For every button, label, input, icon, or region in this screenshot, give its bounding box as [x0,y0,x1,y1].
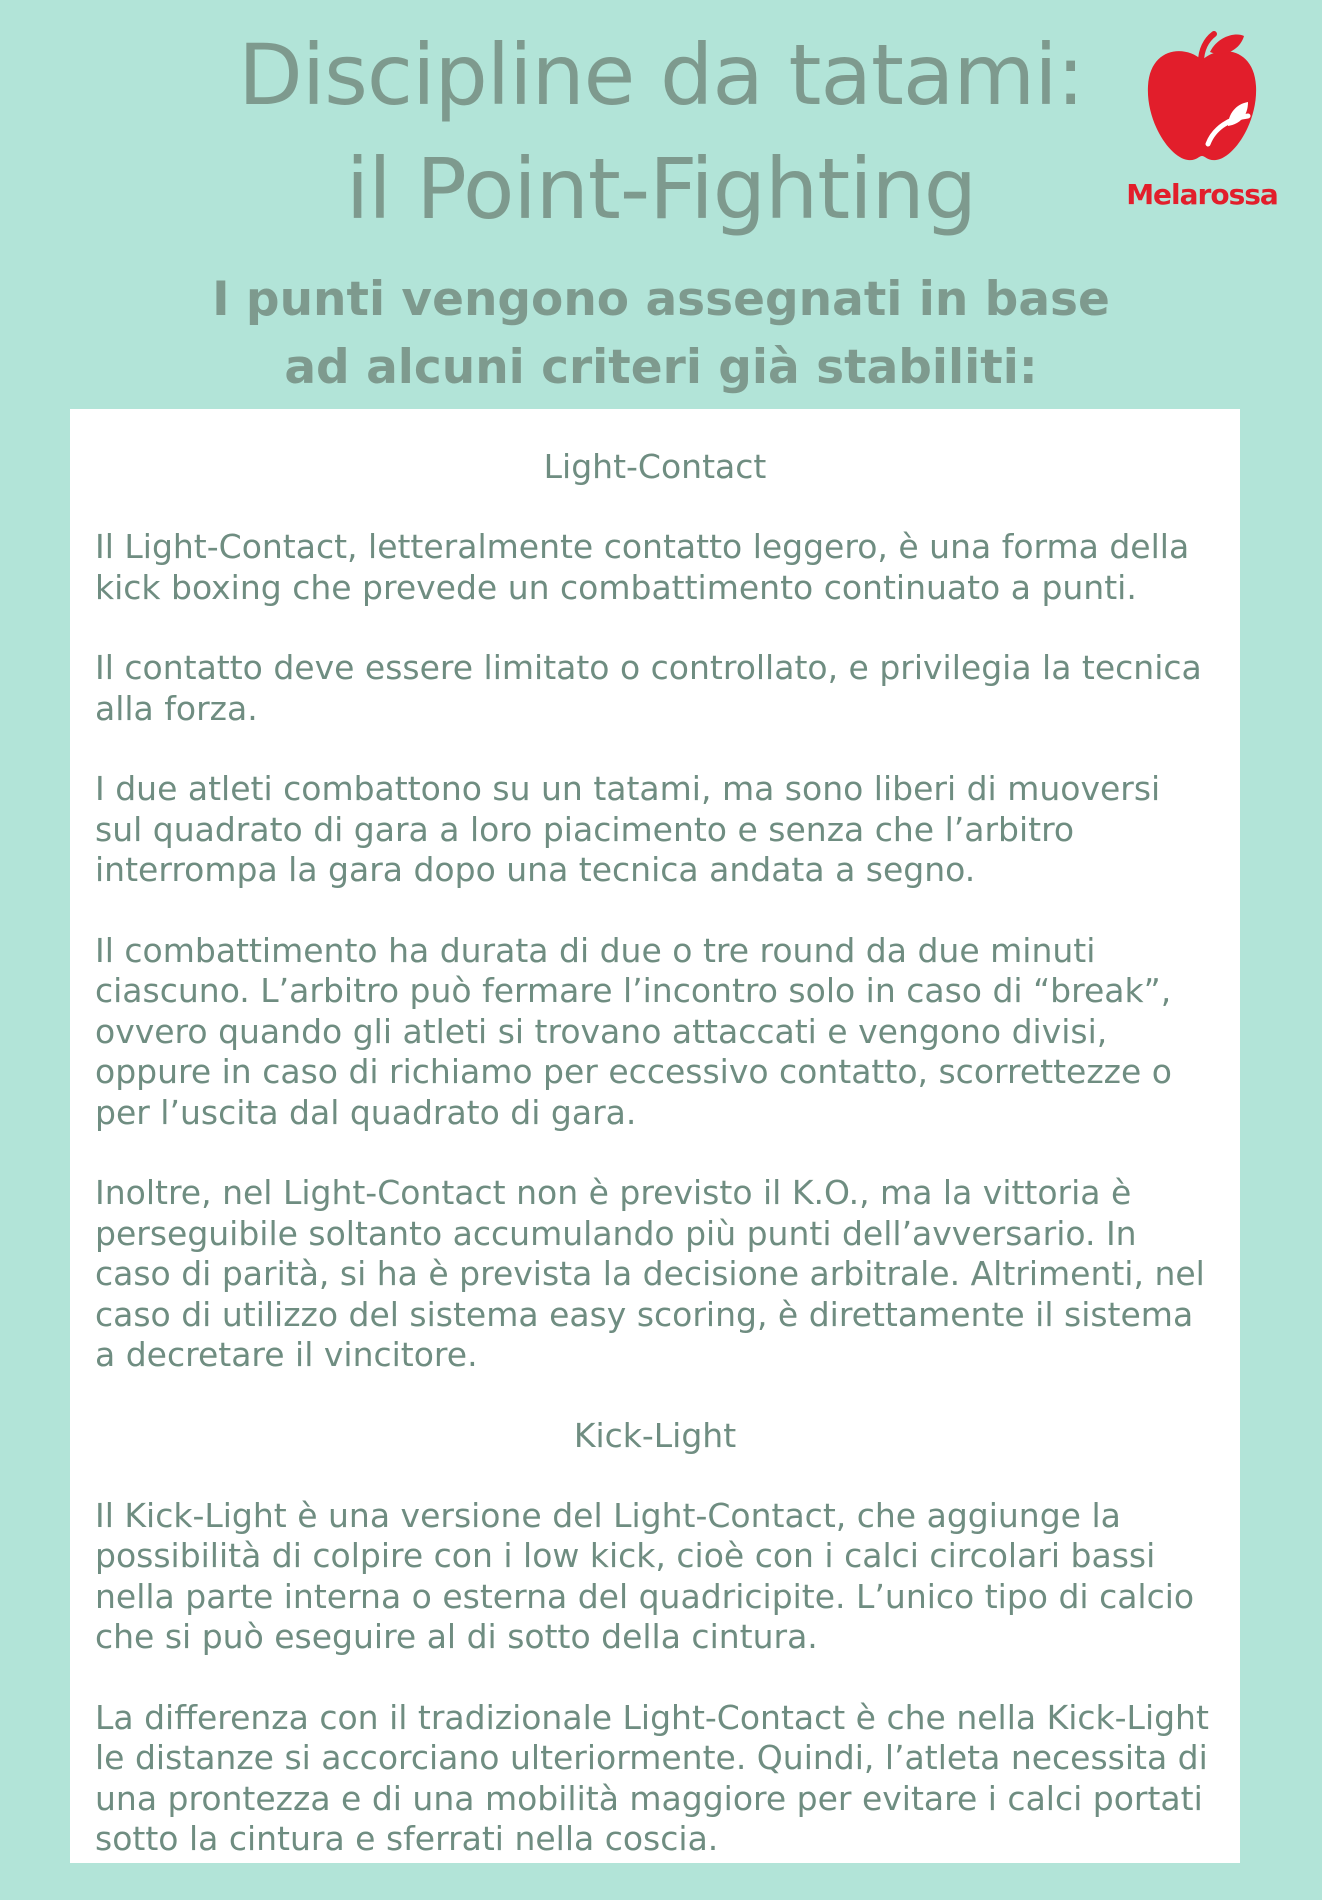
paragraph: La differenza con il tradizionale Light-Contact è che nella Kick-Light le distanze si accorciano ulteriormente. Quindi, l’atleta necessita di una prontezza e di una mobilità maggiore per evitare i calci portati sotto la cintura e sferrati nella coscia. [95,1697,1209,1858]
brand-name: Melarossa [1126,178,1278,211]
page-subtitle [150,266,1172,402]
paragraph: Il Kick-Light è una versione del Light-Contact, che aggiunge la possibilità di colpire con i low kick, cioè con i calci circolari bassi nella parte interna o esterna del quadricipite. L’unico tipo di calcio che si può eseguire al di sotto della cintura. [95,1495,1195,1656]
page-title [150,18,1172,246]
card-content [95,447,1215,1860]
brand-logo [1114,30,1290,220]
section-heading-kick-light: Kick-Light [573,1415,737,1455]
paragraph: Inoltre, nel Light-Contact non è previsto il K.O., ma la vittoria è perseguibile soltanto accumulando più punti dell’avversario. In caso di parità, si ha è prevista la decisione arbitrale. Altrimenti, nel caso di utilizzo del sistema easy scoring, è direttamente il sistema a decretare il vincitore. [95,1173,1205,1374]
paragraph: Il contatto deve essere limitato o controllato, e privilegia la tecnica alla forza. [95,648,1202,728]
title-line-1: Discipline da tatami: [238,26,1084,124]
paragraph: Il Light-Contact, letteralmente contatto leggero, è una forma della kick boxing che prevede un combattimento continuato a punti. [95,527,1190,607]
subtitle-line-2: ad alcuni criteri già stabiliti: [284,340,1038,395]
apple-icon [1144,30,1260,170]
content-card [70,409,1240,1863]
title-line-2: il Point-Fighting [345,140,977,238]
subtitle-line-1: I punti vengono assegnati in base [212,272,1110,327]
paragraph: Il combattimento ha durata di due o tre round da due minuti ciascuno. L’arbitro può fermare l’incontro solo in caso di “break”, ovvero quando gli atleti si trovano attaccati e vengono divisi, oppure in caso di richiamo per eccessivo contatto, scorrettezze o per l’uscita dal quadrato di gara. [95,930,1172,1132]
paragraph: I due atleti combattono su un tatami, ma sono liberi di muoversi sul quadrato di gara a loro piacimento e senza che l’arbitro interrompa la gara dopo una tecnica andata a segno. [95,769,1161,889]
section-heading-light-contact: Light-Contact [543,447,767,486]
